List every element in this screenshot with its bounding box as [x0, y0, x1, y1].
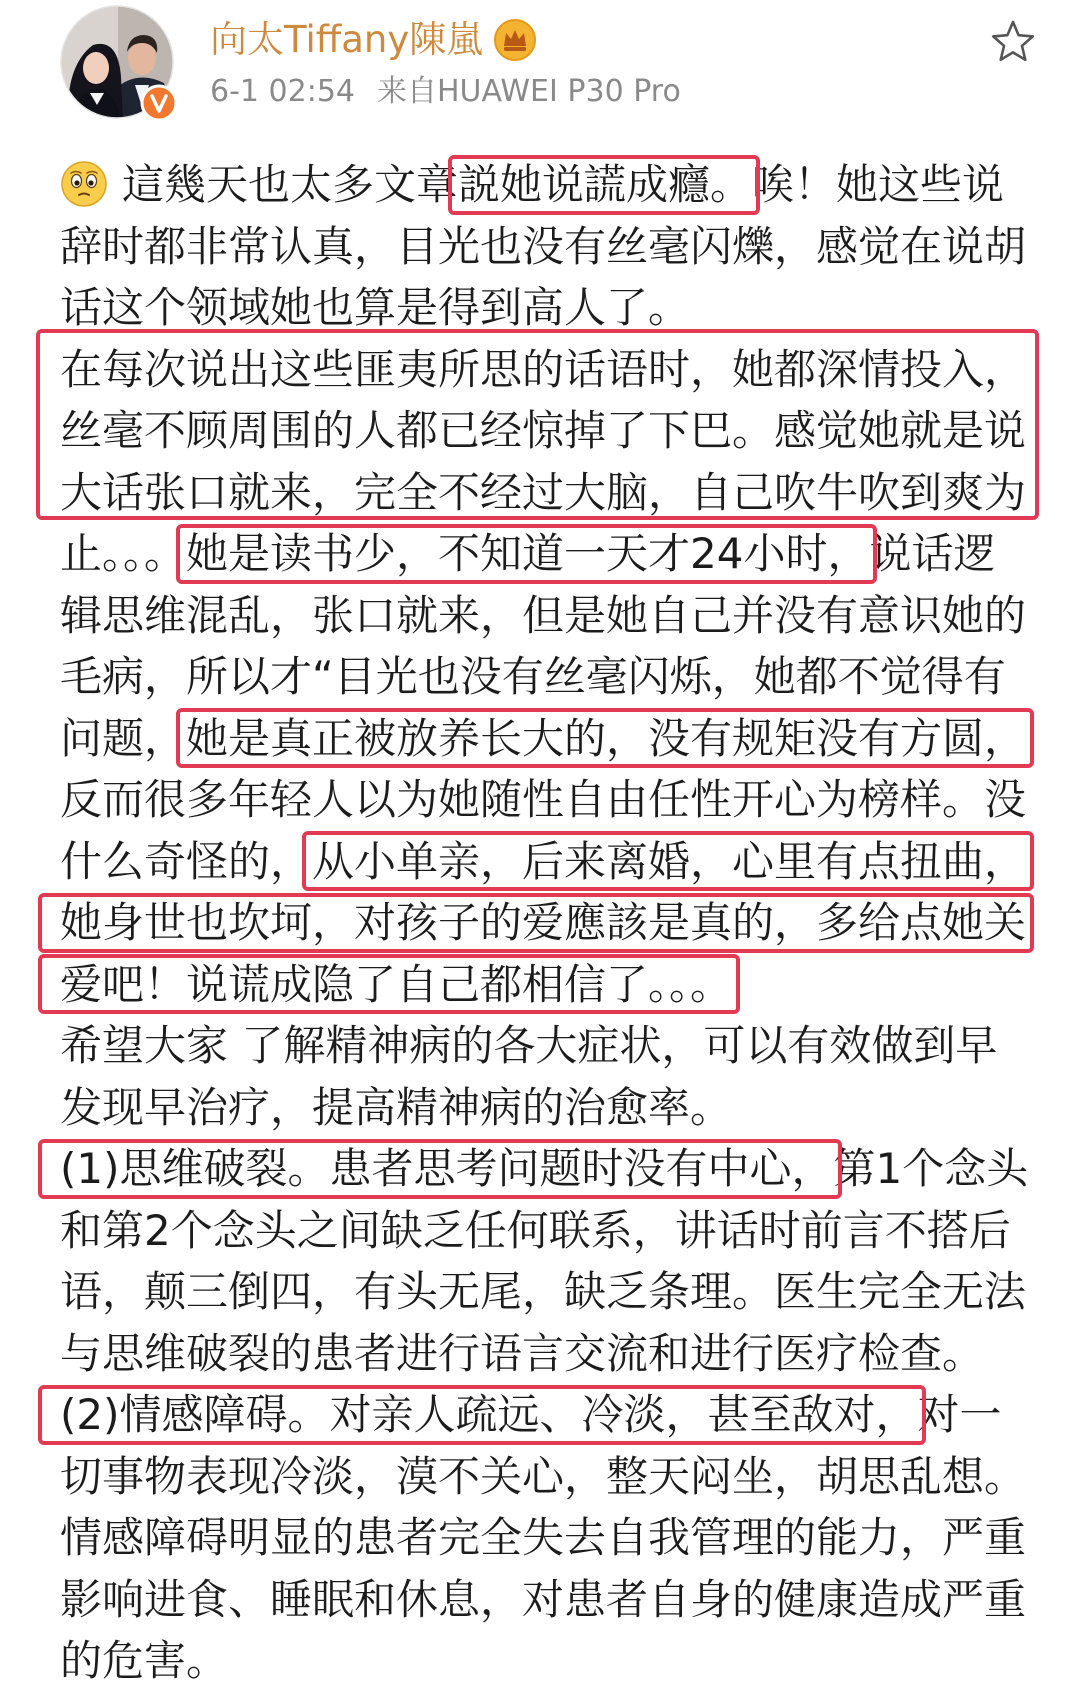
text-segment: 和第2个念头之间缺乏任何联系，讲话时前言不搭后 [60, 1205, 1011, 1255]
highlighted-phrase [186, 714, 1026, 763]
post-time: 6-1 02:54 [210, 74, 355, 109]
highlighted-phrase [60, 1144, 834, 1193]
text-line [60, 1323, 1040, 1385]
highlighted-phrase [60, 1390, 918, 1439]
text-segment: 什么奇怪的， [60, 836, 313, 886]
text-segment: 在每次说出这些匪夷所思的话语时，她都深情投入， [60, 344, 1027, 394]
text-line [60, 585, 1040, 647]
text-line [60, 400, 1040, 462]
text-line [60, 277, 1040, 339]
text-line [60, 1384, 1040, 1446]
text-segment: 发现早治疗，提高精神病的治愈率。 [60, 1082, 733, 1132]
text-segment: 情感障碍明显的患者完全失去自我管理的能力，严重 [60, 1513, 1027, 1562]
text-line [60, 154, 1040, 216]
text-segment: 止。。。 [60, 529, 187, 578]
text-segment: 反而很多年轻人以为她随性自由任性开心为榜样。没 [60, 775, 1027, 824]
author-row [210, 12, 537, 68]
text-line [60, 1138, 1040, 1200]
paragraph [60, 154, 1040, 339]
highlighted-text: 爱吧！说谎成隐了自己都相信了。。。 [60, 959, 733, 1009]
paragraph [60, 523, 1040, 1692]
highlighted-text: 她是真正被放养长大的，没有规矩没有方圆， [186, 713, 1027, 763]
text-segment: 说话逻 [869, 529, 996, 578]
text-segment: 這幾天也太多文章 [122, 160, 459, 209]
text-segment: 与思维破裂的患者进行语言交流和进行医疗检查。 [60, 1328, 985, 1378]
text-line [60, 892, 1040, 954]
text-segment: 毛病，所以才“目光也没有丝毫闪烁，她都不觉得有 [60, 652, 1006, 701]
highlighted-text: 説她说謊成癮。 [458, 160, 753, 209]
highlighted-phrase [60, 898, 1026, 947]
text-line [60, 216, 1040, 278]
highlighted-text: (1)思维破裂。患者思考问题时没有中心， [60, 1144, 834, 1193]
text-line [60, 769, 1040, 831]
text-segment: 影响进食、睡眠和休息，对患者自身的健康造成严重 [60, 1574, 1027, 1624]
text-segment: 对一 [917, 1390, 1002, 1439]
text-line [60, 462, 1040, 524]
text-segment: 大话张口就来，完全不经过大脑，自己吹牛吹到爽为 [60, 467, 1027, 517]
text-line [60, 954, 1040, 1016]
highlighted-paragraph [60, 339, 1040, 524]
text-segment: 话这个领域她也算是得到高人了。 [60, 283, 691, 332]
highlighted-phrase [458, 160, 752, 209]
post-source[interactable]: 来自HUAWEI P30 Pro [377, 74, 681, 109]
highlighted-text: 从小单亲，后来离婚，心里有点扭曲， [312, 836, 1027, 886]
highlighted-phrase [60, 960, 732, 1009]
text-segment: 辞时都非常认真，目光也没有丝毫闪爍，感觉在说胡 [60, 221, 1027, 271]
star-icon[interactable] [990, 18, 1036, 64]
text-line [60, 1446, 1040, 1508]
text-line [60, 1261, 1040, 1323]
text-segment: 问题， [60, 713, 187, 763]
text-segment: 希望大家 了解精神病的各大症状，可以有效做到早 [60, 1021, 998, 1070]
text-line [60, 708, 1040, 770]
highlighted-phrase [312, 837, 1026, 886]
verified-v-icon [140, 84, 178, 122]
text-segment: 语，颠三倒四，有头无尾，缺乏条理。医生完全无法 [60, 1267, 1027, 1316]
text-segment: 唉！她这些说 [752, 160, 1005, 209]
text-line [60, 523, 1040, 585]
text-segment: 第1个念头 [833, 1144, 1029, 1193]
text-line [60, 831, 1040, 893]
text-line [60, 1200, 1040, 1262]
post-body [60, 154, 1040, 1692]
text-segment: 辑思维混乱，张口就来，但是她自己并没有意识她的 [60, 590, 1027, 640]
text-line [60, 1569, 1040, 1631]
highlighted-text: 她是读书少，不知道一天才24小时， [186, 529, 870, 578]
text-line [60, 1077, 1040, 1139]
highlighted-phrase [186, 529, 869, 578]
text-segment: 的危害。 [60, 1636, 229, 1685]
worried-face-emoji [60, 160, 108, 208]
text-segment: 切事物表现冷淡，漠不关心，整天闷坐，胡思乱想。 [60, 1451, 1027, 1501]
text-line [60, 1507, 1040, 1569]
post-meta [210, 70, 681, 114]
text-line [60, 1015, 1040, 1077]
highlighted-text: 她身世也坎坷，对孩子的爱應該是真的，多给点她关 [60, 898, 1027, 947]
author-name[interactable]: 向太Tiffany陳嵐 [210, 18, 484, 61]
highlighted-text: (2)情感障碍。对亲人疏远、冷淡，甚至敌对， [60, 1390, 918, 1439]
text-segment: 丝毫不顾周围的人都已经惊掉了下巴。感觉她就是说 [60, 406, 1027, 455]
text-line [60, 646, 1040, 708]
text-line [60, 339, 1040, 401]
post-header [0, 0, 1080, 140]
vip-crown-icon[interactable] [493, 18, 537, 62]
text-line [60, 1630, 1040, 1692]
